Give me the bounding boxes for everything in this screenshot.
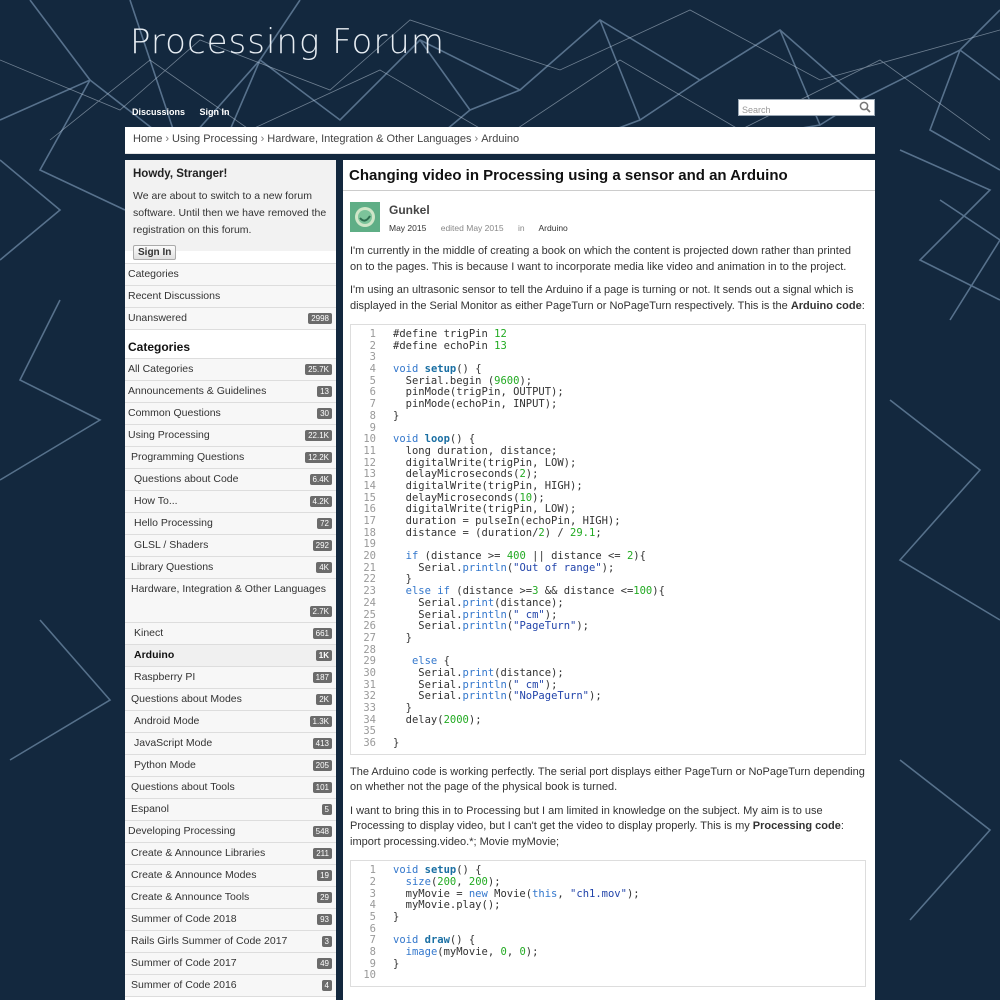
line-number: 7 <box>369 398 376 411</box>
post-date[interactable]: May 2015 <box>389 223 427 233</box>
category-label: Rails Girls Summer of Code 2017 <box>131 935 288 947</box>
count-badge: 12.2K <box>305 452 332 463</box>
line-number: 32 <box>363 690 376 703</box>
line-number: 21 <box>363 561 376 574</box>
count-badge: 4K <box>316 562 332 573</box>
line-number: 12 <box>363 456 376 469</box>
code-text: distance = (duration/2) / 29.1; <box>393 526 602 539</box>
line-number: 29 <box>363 655 376 668</box>
code-text: } <box>393 573 412 586</box>
line-number: 36 <box>363 737 376 750</box>
code-line <box>351 947 865 959</box>
line-number: 8 <box>369 946 376 959</box>
line-number: 1 <box>369 864 376 877</box>
category-item-rails-girls-summer-of-code-2017[interactable] <box>125 931 336 953</box>
paragraph-text: : import processing.video.*; Movie myMovie; <box>350 820 844 848</box>
line-number: 1 <box>369 328 376 340</box>
code-text: long duration, distance; <box>393 444 558 457</box>
search-input[interactable] <box>739 103 857 118</box>
line-number: 31 <box>363 678 376 691</box>
post-paragraph: I'm currently in the middle of creating a book on which the content is projected down rather than printed on to the pages. This is because I want to incorporate media like video and animation in to the project. <box>350 245 852 273</box>
category-item-questions-about-modes[interactable] <box>125 689 336 711</box>
processing-code-block <box>350 860 866 987</box>
count-badge: 19 <box>317 870 332 881</box>
code-text: } <box>393 737 400 750</box>
line-number: 15 <box>363 491 376 504</box>
quick-links <box>125 263 336 330</box>
line-number: 3 <box>369 887 376 900</box>
count-badge: 30 <box>317 408 332 419</box>
category-item-kinect[interactable] <box>125 623 336 645</box>
category-label: Questions about Tools <box>131 781 235 793</box>
welcome-text: We are about to switch to a new forum software. Until then we have removed the registration on this forum. <box>133 190 327 236</box>
post-category <box>518 223 580 233</box>
count-badge: 4 <box>322 980 332 991</box>
code-text: if (distance >= 400 || distance <= 2){ <box>405 550 646 563</box>
sidebar-link-label: Recent Discussions <box>128 290 221 302</box>
count-badge: 25.7K <box>305 364 332 375</box>
code-text: image(myMovie, 0, 0); <box>405 946 539 959</box>
count-badge: 5 <box>322 804 332 815</box>
category-item-raspberry-pi[interactable] <box>125 667 336 689</box>
post-body <box>350 244 866 997</box>
count-badge: 1.3K <box>310 716 332 727</box>
line-number: 33 <box>363 702 376 714</box>
breadcrumb-home[interactable]: Home <box>133 133 163 145</box>
code-line <box>351 726 865 738</box>
code-text: Serial.println("Out of range"); <box>393 561 615 574</box>
sidebar-link-unanswered[interactable] <box>125 308 336 330</box>
code-text: delayMicroseconds(10); <box>393 491 545 504</box>
category-label: Common Questions <box>128 407 221 419</box>
category-label: Library Questions <box>131 561 214 573</box>
category-label: Raspberry PI <box>134 671 196 683</box>
category-label: All Categories <box>128 363 194 375</box>
code-text: void draw() { <box>393 934 476 947</box>
count-badge: 2.7K <box>310 606 332 617</box>
category-item-espanol[interactable] <box>125 799 336 821</box>
line-number: 24 <box>363 596 376 609</box>
code-line <box>351 912 865 924</box>
sidebar-link-categories[interactable] <box>125 263 336 286</box>
discussion-title: Changing video in Processing using a sensor and an Arduino <box>349 167 788 184</box>
category-item-summer-of-code-2017[interactable] <box>125 953 336 975</box>
code-line <box>351 633 865 645</box>
breadcrumb-separator: › <box>260 133 265 145</box>
category-item-glsl-shaders[interactable] <box>125 535 336 557</box>
arduino-code-label: Arduino code <box>790 299 862 312</box>
line-number: 22 <box>363 573 376 586</box>
sidebar-link-recent-discussions[interactable] <box>125 286 336 308</box>
code-text: } <box>393 957 400 970</box>
count-badge: 4.2K <box>310 496 332 507</box>
count-badge: 205 <box>313 760 332 771</box>
count-badge: 548 <box>313 826 332 837</box>
code-text: } <box>393 631 412 644</box>
breadcrumb-arduino[interactable]: Arduino <box>481 133 520 145</box>
category-item-questions-about-tools[interactable] <box>125 777 336 799</box>
count-badge: 1K <box>316 650 332 661</box>
category-item-announcements-and-guidelines[interactable] <box>125 381 336 403</box>
code-line <box>351 715 865 727</box>
line-number: 5 <box>369 911 376 923</box>
category-label: Announcements & Guidelines <box>128 385 267 397</box>
in-label: in <box>517 223 525 233</box>
category-label: JavaScript Mode <box>134 737 213 749</box>
count-badge: 3 <box>322 936 332 947</box>
line-number: 14 <box>363 479 376 492</box>
code-text: } <box>393 702 412 714</box>
count-badge: 661 <box>313 628 332 639</box>
category-list <box>125 358 336 997</box>
code-text: Serial.begin (9600); <box>393 374 533 387</box>
code-line <box>351 691 865 703</box>
category-item-create-and-announce-modes[interactable] <box>125 865 336 887</box>
code-text: digitalWrite(trigPin, HIGH); <box>393 479 583 492</box>
post-meta <box>389 223 592 233</box>
line-number: 2 <box>369 875 376 888</box>
breadcrumb-using-processing[interactable]: Using Processing <box>172 133 258 145</box>
category-label: Create & Announce Tools <box>131 891 250 903</box>
code-text: Serial.print(distance); <box>393 666 564 679</box>
line-number: 28 <box>363 643 376 656</box>
line-number: 17 <box>363 515 376 527</box>
category-label: Summer of Code 2016 <box>131 979 237 991</box>
welcome-box <box>125 160 336 258</box>
category-item-how-to[interactable] <box>125 491 336 513</box>
category-label: Espanol <box>131 803 169 815</box>
post-paragraph: The Arduino code is working perfectly. The serial port displays either PageTurn or NoPageTurn depending on whether not the page of the physical book is turned. <box>350 765 865 794</box>
code-line <box>351 528 865 540</box>
arduino-code-block <box>350 324 866 755</box>
count-badge: 49 <box>317 958 332 969</box>
code-text: Serial.println(" cm"); <box>393 608 558 621</box>
code-text: Serial.print(distance); <box>393 596 564 609</box>
line-number: 23 <box>363 585 376 598</box>
sidebar-link-label: Unanswered <box>128 312 187 324</box>
line-number: 18 <box>363 526 376 539</box>
paragraph-text: : <box>861 299 865 312</box>
nav-sign-in-link[interactable]: Sign In <box>199 107 230 117</box>
code-text: #define echoPin 13 <box>393 339 507 352</box>
line-number: 13 <box>363 468 376 481</box>
line-number: 4 <box>369 363 376 376</box>
code-line <box>351 959 865 971</box>
code-line <box>351 970 865 982</box>
breadcrumb <box>125 127 875 154</box>
code-text: pinMode(trigPin, OUTPUT); <box>393 386 564 399</box>
top-nav <box>132 102 239 120</box>
category-label: How To... <box>134 495 178 507</box>
paragraph-text: I want to bring this in to Processing but I am limited in knowledge on the subject. My aim is to use Processing to display video, but I can't get the video to display properly. This is my <box>350 804 823 833</box>
category-item-summer-of-code-2016[interactable] <box>125 975 336 997</box>
discussion-main <box>343 160 875 1000</box>
category-label: Arduino <box>134 649 175 661</box>
category-label: Hardware, Integration & Other Languages <box>131 583 326 595</box>
code-text: delayMicroseconds(2); <box>393 468 539 481</box>
line-number: 16 <box>363 503 376 516</box>
code-text: delay(2000); <box>393 713 482 726</box>
line-number: 10 <box>363 969 376 982</box>
category-label: Programming Questions <box>131 451 245 463</box>
line-number: 27 <box>363 631 376 644</box>
category-label: Kinect <box>134 627 164 639</box>
code-text: Serial.println("NoPageTurn"); <box>393 690 602 703</box>
line-number: 8 <box>369 409 376 422</box>
post-edited: edited May 2015 <box>440 223 504 233</box>
line-number: 10 <box>363 433 376 446</box>
code-line <box>351 563 865 575</box>
sidebar <box>125 160 336 1000</box>
count-badge: 13 <box>317 386 332 397</box>
code-line <box>351 621 865 633</box>
category-label: Create & Announce Libraries <box>131 847 266 859</box>
code-text: digitalWrite(trigPin, LOW); <box>393 456 577 469</box>
breadcrumb-hardware[interactable]: Hardware, Integration & Other Languages <box>267 133 472 145</box>
category-item-javascript-mode[interactable] <box>125 733 336 755</box>
count-badge: 211 <box>313 848 332 859</box>
category-label: Summer of Code 2018 <box>131 913 237 925</box>
line-number: 30 <box>363 666 376 679</box>
sidebar-link-label: Categories <box>128 268 179 280</box>
count-badge: 101 <box>313 782 332 793</box>
line-number: 6 <box>369 386 376 399</box>
code-text: void setup() { <box>393 864 482 877</box>
post-paragraph <box>350 804 866 851</box>
code-text: Serial.println("PageTurn"); <box>393 620 590 633</box>
breadcrumb-separator: › <box>474 133 479 145</box>
nav-discussions-link[interactable]: Discussions <box>132 107 186 117</box>
category-item-android-mode[interactable] <box>125 711 336 733</box>
code-line <box>351 738 865 750</box>
code-text: myMovie = new Movie(this, "ch1.mov"); <box>393 887 640 900</box>
count-badge: 292 <box>313 540 332 551</box>
code-text: myMovie.play(); <box>393 899 501 912</box>
count-badge: 29 <box>317 892 332 903</box>
code-text: else if (distance >=3 && distance <=100){ <box>405 585 665 598</box>
code-text: duration = pulseIn(echoPin, HIGH); <box>393 515 621 527</box>
category-item-common-questions[interactable] <box>125 403 336 425</box>
code-line <box>351 341 865 353</box>
category-label: Questions about Code <box>134 473 239 485</box>
category-item-programming-questions[interactable] <box>125 447 336 469</box>
category-label: Summer of Code 2017 <box>131 957 237 969</box>
count-badge: 2K <box>316 694 332 705</box>
category-item-create-and-announce-tools[interactable] <box>125 887 336 909</box>
line-number: 2 <box>369 339 376 352</box>
search-icon[interactable] <box>859 101 871 113</box>
post-category-link[interactable]: Arduino <box>538 223 568 233</box>
line-number: 9 <box>369 957 376 970</box>
code-text: else { <box>411 655 450 668</box>
count-badge: 2998 <box>308 313 332 324</box>
line-number: 35 <box>363 725 376 738</box>
category-item-developing-processing[interactable] <box>125 821 336 843</box>
line-number: 3 <box>369 351 376 364</box>
count-badge: 22.1K <box>305 430 332 441</box>
category-item-arduino[interactable] <box>125 645 336 667</box>
code-text: pinMode(echoPin, INPUT); <box>393 398 558 411</box>
code-text: void setup() { <box>393 363 482 376</box>
code-text: digitalWrite(trigPin, LOW); <box>393 503 577 516</box>
category-label: Using Processing <box>128 429 210 441</box>
count-badge: 6.4K <box>310 474 332 485</box>
category-label: Hello Processing <box>134 517 213 529</box>
count-badge: 72 <box>317 518 332 529</box>
category-item-using-processing[interactable] <box>125 425 336 447</box>
welcome-title: Howdy, Stranger! <box>133 168 228 180</box>
code-line <box>351 411 865 423</box>
category-item-python-mode[interactable] <box>125 755 336 777</box>
category-item-create-and-announce-libraries[interactable] <box>125 843 336 865</box>
processing-code-label: Processing code <box>752 820 841 833</box>
category-label: GLSL / Shaders <box>134 539 209 551</box>
categories-heading: Categories <box>128 340 191 354</box>
line-number: 6 <box>369 922 376 935</box>
post-paragraph <box>350 283 866 314</box>
code-line <box>351 399 865 411</box>
paragraph-text: I'm using an ultrasonic sensor to tell the Arduino if a page is turning or not. It sends out a signal which is displayed in the Serial Monitor as either PageTurn or NoPageTurn respectively. This is the <box>350 284 854 312</box>
author-name[interactable]: Gunkel <box>389 203 430 217</box>
count-badge: 413 <box>313 738 332 749</box>
code-line <box>351 900 865 912</box>
code-text: } <box>393 911 400 923</box>
category-label: Android Mode <box>134 715 200 727</box>
category-item-summer-of-code-2018[interactable] <box>125 909 336 931</box>
category-label: Python Mode <box>134 759 196 771</box>
line-number: 19 <box>363 538 376 551</box>
category-label: Create & Announce Modes <box>131 869 257 881</box>
category-item-questions-about-code[interactable] <box>125 469 336 491</box>
title-divider <box>343 190 875 191</box>
author-avatar[interactable] <box>350 202 380 232</box>
line-number: 26 <box>363 620 376 633</box>
line-number: 9 <box>369 421 376 434</box>
site-title[interactable]: Processing Forum <box>130 22 445 62</box>
count-badge: 93 <box>317 914 332 925</box>
code-text: } <box>393 409 400 422</box>
line-number: 34 <box>363 713 376 726</box>
category-item-hardware-integration-and-other-languages[interactable] <box>125 579 336 623</box>
breadcrumb-separator: › <box>165 133 170 145</box>
category-label: Questions about Modes <box>131 693 242 705</box>
line-number: 4 <box>369 899 376 912</box>
code-text: Serial.println(" cm"); <box>393 678 558 691</box>
line-number: 25 <box>363 608 376 621</box>
line-number: 5 <box>369 374 376 387</box>
line-number: 20 <box>363 550 376 563</box>
category-label: Developing Processing <box>128 825 236 837</box>
category-item-library-questions[interactable] <box>125 557 336 579</box>
code-text: #define trigPin 12 <box>393 328 507 340</box>
category-item-hello-processing[interactable] <box>125 513 336 535</box>
code-text: void loop() { <box>393 433 476 446</box>
count-badge: 187 <box>313 672 332 683</box>
search-box <box>738 99 875 116</box>
line-number: 11 <box>363 444 376 457</box>
category-item-all-categories[interactable] <box>125 358 336 381</box>
sidebar-sign-in-button[interactable]: Sign In <box>133 245 176 260</box>
line-number: 7 <box>369 934 376 947</box>
code-text: size(200, 200); <box>405 875 501 888</box>
